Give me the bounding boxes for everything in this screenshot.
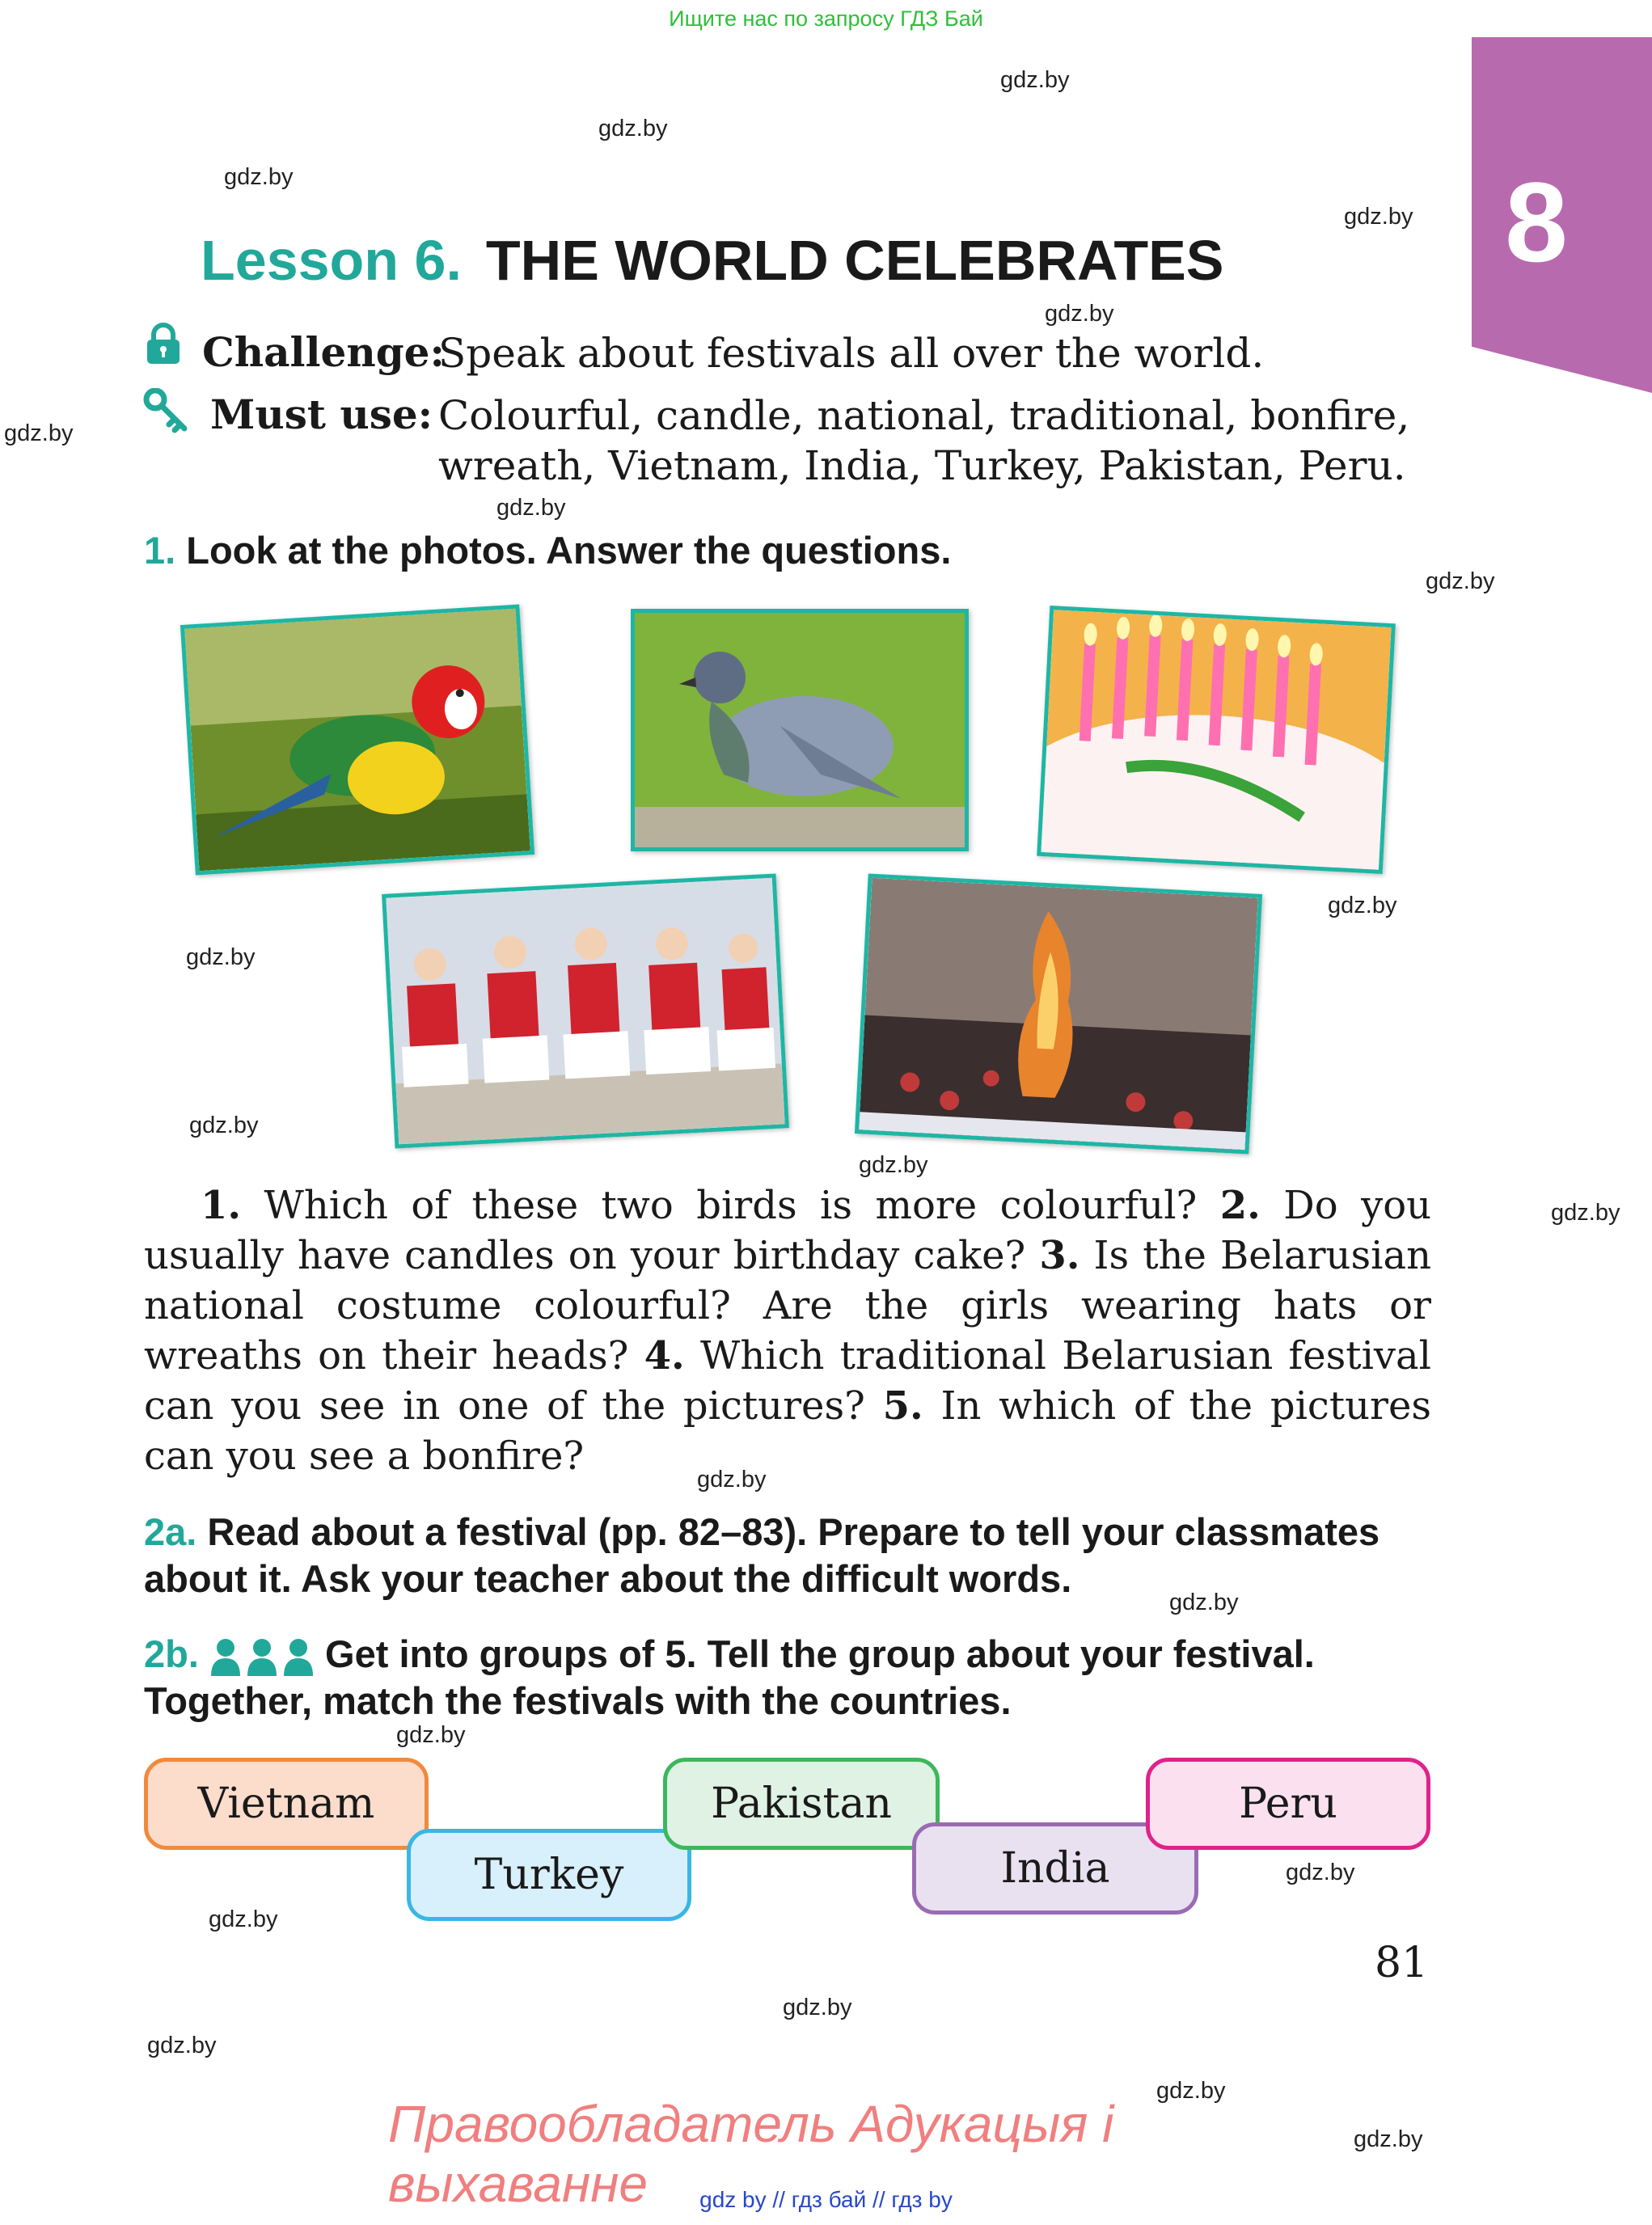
watermark: gdz.by [396, 1722, 466, 1748]
watermark: gdz.by [224, 164, 294, 190]
task-2b-line-1 [144, 1631, 1315, 1678]
task-1-number: 1. [144, 529, 176, 572]
footer-links[interactable]: gdz by // гдз бай // гдз by [699, 2187, 953, 2212]
country-label: Pakistan [711, 1780, 892, 1828]
watermark: gdz.by [1286, 1860, 1355, 1885]
country-label: Turkey [474, 1851, 624, 1899]
country-box-vietnam [144, 1758, 429, 1850]
lesson-name: THE WORLD CELEBRATES [485, 229, 1224, 292]
task-2a-number: 2a. [144, 1510, 197, 1553]
challenge-label: Challenge: [202, 328, 445, 376]
must-use-line-1: Colourful, candle, national, traditional, bonfire, [438, 392, 1410, 439]
watermark: gdz.by [1156, 2078, 1226, 2104]
watermark: gdz.by [189, 1112, 259, 1138]
page-number: 81 [1375, 1939, 1429, 1987]
question-text: In which of the pictures can you see a bonfire? [144, 1383, 1432, 1479]
lesson-number: Lesson 6. [201, 229, 462, 292]
watermark: gdz.by [1551, 1200, 1620, 1226]
task-2b-number: 2b. [144, 1632, 199, 1675]
watermark: gdz.by [859, 1152, 928, 1178]
question-text: Which of these two birds is more colourful? [264, 1183, 1198, 1228]
watermark: gdz.by [1344, 204, 1413, 230]
photo-birthday-cake [1037, 606, 1396, 874]
rights-holder: Правообладатель Адукацыя і выхаванне [388, 2095, 1114, 2213]
lesson-title [201, 228, 1223, 293]
watermark: gdz.by [1045, 301, 1114, 327]
country-label: Peru [1239, 1780, 1337, 1828]
task-2a-line-1 [144, 1509, 1379, 1556]
watermark: gdz.by [783, 1995, 852, 2020]
photo-girls-national-costume [382, 873, 789, 1148]
task-2a-text: Read about a festival (pp. 82–83). Prepare to tell your classmates [207, 1510, 1380, 1553]
watermark: gdz.by [697, 1467, 767, 1492]
photo-bonfire-festival [855, 873, 1262, 1154]
top-banner[interactable]: Ищите нас по запросу ГДЗ Бай [669, 6, 983, 31]
task-1-heading [144, 527, 951, 574]
watermark: gdz.by [147, 2033, 217, 2058]
question-number: 4. [644, 1333, 685, 1378]
unit-number: 8 [1505, 158, 1568, 285]
country-box-pakistan [663, 1758, 940, 1850]
watermark: gdz.by [186, 944, 256, 970]
country-label: Vietnam [197, 1780, 375, 1828]
questions-paragraph [144, 1180, 1431, 1481]
watermark: gdz.by [1354, 2126, 1423, 2152]
country-box-turkey [407, 1829, 691, 1921]
watermark: gdz.by [598, 116, 668, 141]
question-text: Do you usually have candles on your birthday cake? [144, 1183, 1432, 1278]
question-text: Is the Belarusian national costume colourful? Are the girls wearing hats or wreaths on their heads? [144, 1233, 1431, 1378]
lock-icon [144, 322, 183, 365]
photo-pigeon [631, 609, 969, 851]
watermark: gdz.by [4, 420, 74, 446]
question-number: 5. [882, 1383, 923, 1429]
watermark: gdz.by [1328, 893, 1397, 918]
watermark: gdz.by [1426, 568, 1495, 594]
question-number: 1. [201, 1183, 242, 1228]
photo-parrot [180, 604, 534, 875]
task-2b-line-2: Together, match the festivals with the countries. [144, 1679, 1012, 1722]
group-icon [209, 1637, 315, 1678]
watermark: gdz.by [1169, 1590, 1239, 1615]
key-icon [142, 388, 191, 437]
question-text: Which traditional Belarusian festival can you see in one of the pictures? [144, 1333, 1432, 1429]
task-2b-text: Get into groups of 5. Tell the group about your festival. [325, 1632, 1315, 1675]
question-number: 2. [1219, 1183, 1261, 1228]
watermark: gdz.by [1000, 67, 1070, 93]
task-2a-line-2: about it. Ask your teacher about the difficult words. [144, 1557, 1072, 1600]
task-1-text: Look at the photos. Answer the questions. [186, 529, 952, 572]
challenge-text: Speak about festivals all over the world. [438, 330, 1265, 377]
must-use-line-2: wreath, Vietnam, India, Turkey, Pakistan, Peru. [438, 442, 1406, 489]
must-use-label: Must use: [210, 391, 433, 438]
question-number: 3. [1039, 1233, 1080, 1278]
watermark: gdz.by [496, 495, 566, 521]
country-box-peru [1146, 1758, 1430, 1850]
country-label: India [1000, 1844, 1110, 1893]
watermark: gdz.by [209, 1906, 278, 1932]
